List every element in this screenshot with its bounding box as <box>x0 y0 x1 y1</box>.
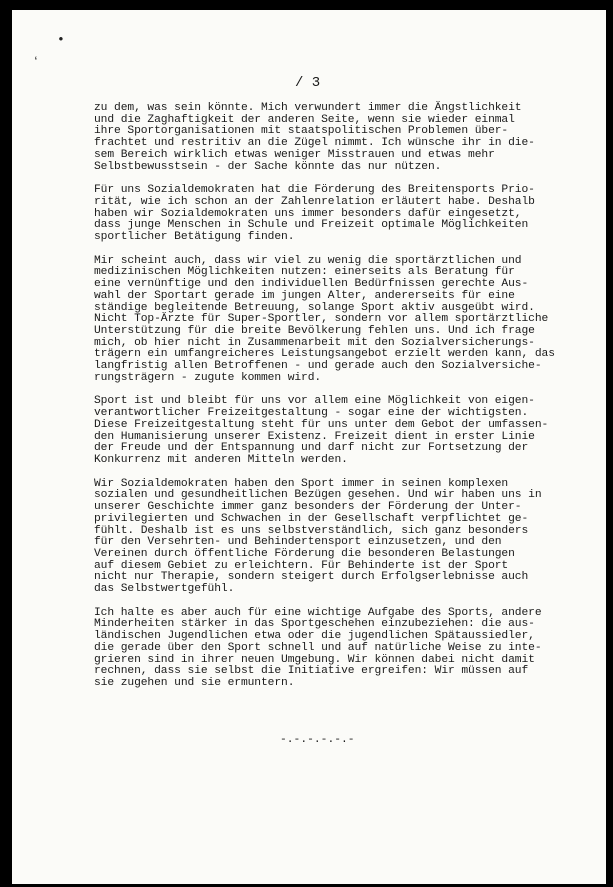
text-line: rungsträgern - zugute kommen wird. <box>94 371 322 384</box>
text-line: ihre Sportorganisationen mit staatspolitischen Problemen über- <box>94 125 509 138</box>
text-line: Unterstützung für die breite Bevölkerung fehlen uns. Und ich frage <box>94 324 535 337</box>
end-mark: -.-.-.-.-.- <box>280 734 355 746</box>
text-line: frachtet und restritiv an die Zügel nimmt. Ich wünsche ihr in die- <box>94 137 535 150</box>
text-line: das Selbstwertgefühl. <box>94 583 235 596</box>
text-line: dass junge Menschen in Schule und Freizeit optimale Möglichkeiten <box>94 219 529 232</box>
document-page <box>12 10 606 884</box>
text-line: Vereinen durch öffentliche Förderung die besonderen Belastungen <box>94 547 515 560</box>
text-line: mich, ob hier nicht in Zusammenarbeit mit den Sozialversicherungs- <box>94 336 535 349</box>
body-text <box>94 103 594 702</box>
text-line: Konkurrenz mit anderen Mitteln werden. <box>94 453 348 466</box>
text-line: ständige begleitende Betreuung, solange Sport aktiv ausgeübt wird. <box>94 301 535 314</box>
text-line: Sport ist und bleibt für uns vor allem eine Möglichkeit von eigen- <box>94 395 535 408</box>
text-line: rechnen, dass sie selbst die Initiative ergreifen: Wir müssen auf <box>94 665 529 678</box>
text-line: nicht nur Therapie, sondern steigert durch Erfolgserlebnisse auch <box>94 571 529 584</box>
text-line: der Freude und der Entspannung und darf nicht zur Fortsetzung der <box>94 442 529 455</box>
text-line: sie zugehen und sie ermuntern. <box>94 676 295 689</box>
text-line: die gerade über den Sport schnell und auf natürliche Weise zu inte- <box>94 641 542 654</box>
text-line: eine vernünftige und den individuellen Bedürfnissen gerechte Aus- <box>94 278 529 291</box>
text-line: Diese Freizeitgestaltung steht für uns unter dem Gebot der umfassen- <box>94 418 549 431</box>
page-number: / 3 <box>295 75 321 91</box>
text-line: verantwortlicher Freizeitgestaltung - sogar eine der wichtigsten. <box>94 407 529 420</box>
text-line: sozialen und gesundheitlichen Bezügen gesehen. Und wir haben uns in <box>94 489 542 502</box>
text-line: sem Bereich wirklich etwas weniger Misstrauen und etwas mehr <box>94 148 495 161</box>
text-line: fühlt. Deshalb ist es uns selbstverständlich, sich ganz besonders <box>94 524 529 537</box>
text-line: für den Versehrten- und Behindertensport einzusetzen, und den <box>94 536 502 549</box>
text-line: zu dem, was sein könnte. Mich verwundert immer die Ängstlichkeit <box>94 102 522 114</box>
paragraph <box>94 103 594 173</box>
text-line: unserer Geschichte immer ganz besonders der Förderung der Unter- <box>94 501 522 514</box>
text-line: grieren sind in ihrer neuen Umgebung. Wir können dabei nicht damit <box>94 653 535 666</box>
text-line: langfristig allen Betroffenen - und gerade auch den Sozialversiche- <box>94 360 542 373</box>
text-line: Ich halte es aber auch für eine wichtige Aufgabe des Sports, andere <box>94 606 542 619</box>
scan-speck: ʻ <box>32 55 40 70</box>
text-line: und die Zaghaftigkeit der anderen Seite, wenn sie wieder einmal <box>94 113 515 126</box>
text-line: privilegierten und Schwachen in der Gesellschaft verpflichtet ge- <box>94 512 529 525</box>
text-line: ländischen Jugendlichen etwa oder die jugendlichen Spätaussiedler, <box>94 630 535 643</box>
text-line: Nicht Top-Ärzte für Super-Sportler, sondern vor allem sportärztliche <box>94 313 549 326</box>
text-line: Minderheiten stärker in das Sportgeschehen einzubeziehen: die aus- <box>94 618 535 631</box>
text-line: rität, wie ich schon an der Zahlenrelation erläutert habe. Deshalb <box>94 195 535 208</box>
paragraph <box>94 608 594 690</box>
paragraph <box>94 396 594 466</box>
paragraph <box>94 479 594 596</box>
text-line: Für uns Sozialdemokraten hat die Förderung des Breitensports Prio- <box>94 184 535 197</box>
text-line: wahl der Sportart gerade im jungen Alter, andererseits für eine <box>94 289 515 302</box>
text-line: medizinischen Möglichkeiten nutzen: einerseits als Beratung für <box>94 266 515 279</box>
paragraph <box>94 256 594 385</box>
text-line: trägern ein umfangreicheres Leistungsangebot erzielt werden kann, das <box>94 348 555 361</box>
scan-speck: • <box>57 32 65 47</box>
text-line: Mir scheint auch, dass wir viel zu wenig die sportärztlichen und <box>94 254 522 267</box>
text-line: Wir Sozialdemokraten haben den Sport immer in seinen komplexen <box>94 477 509 490</box>
paragraph <box>94 185 594 244</box>
text-line: haben wir Sozialdemokraten uns immer besonders dafür eingesetzt, <box>94 207 522 220</box>
text-line: Selbstbewusstsein - der Sache könnte das nur nützen. <box>94 160 442 173</box>
text-line: auf diesem Gebiet zu erleichtern. Für Behinderte ist der Sport <box>94 559 509 572</box>
text-line: sportlicher Betätigung finden. <box>94 231 295 244</box>
text-line: den Humanisierung unserer Existenz. Freizeit dient in erster Linie <box>94 430 535 443</box>
